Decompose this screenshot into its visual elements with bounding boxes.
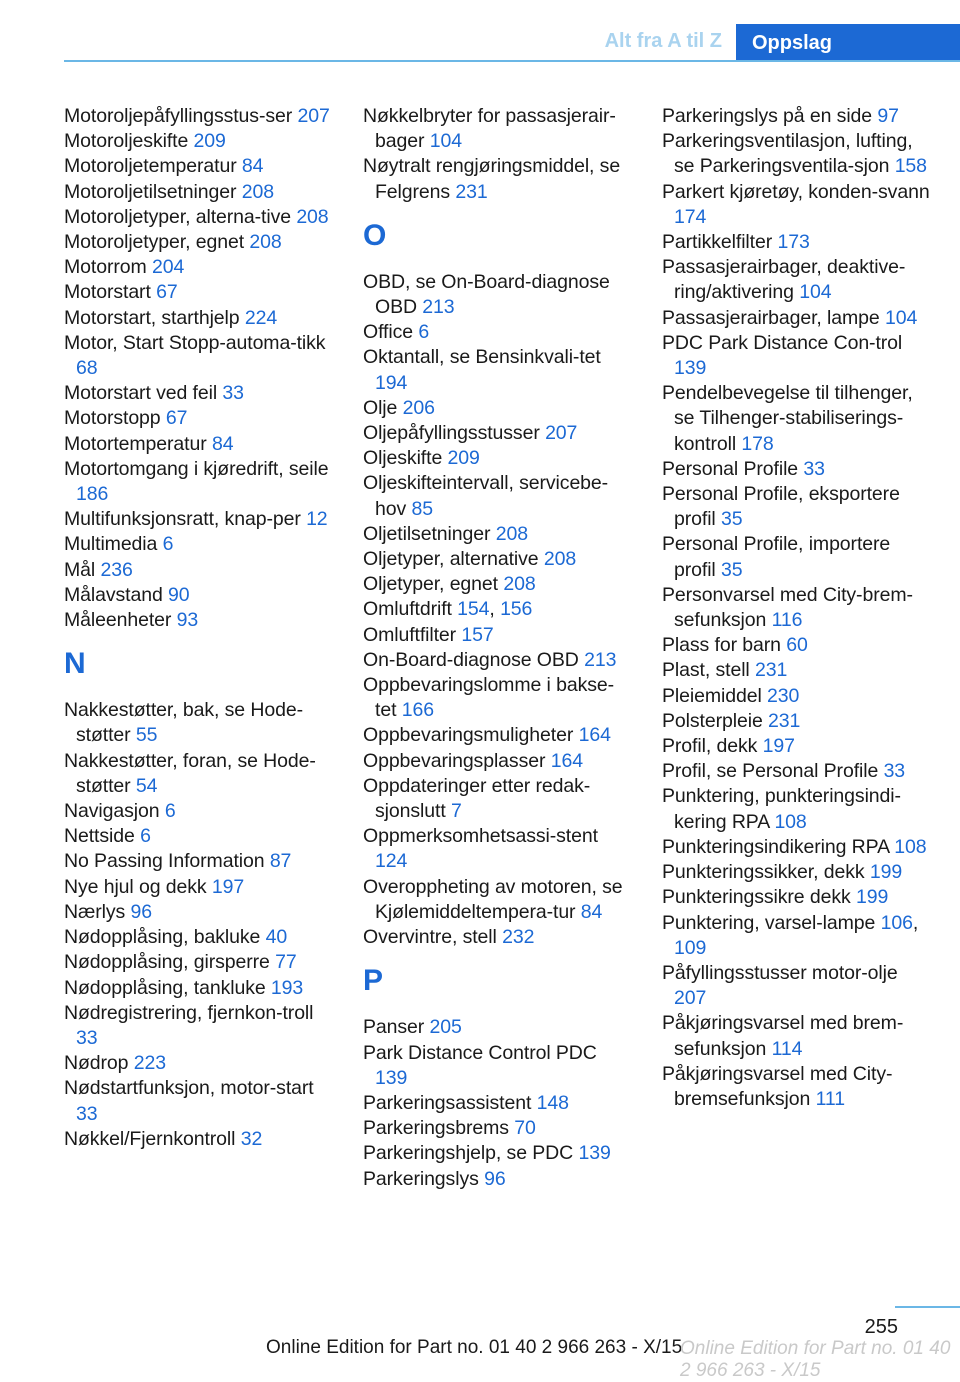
index-entry-text: Oktantall, se Bensinkvali-tet <box>363 346 601 369</box>
index-entry-text: Punktering, varsel-lampe <box>662 911 876 934</box>
page-link[interactable]: 231 <box>455 180 488 203</box>
page-link[interactable]: 84 <box>211 432 234 455</box>
index-entry-text: Motorstart <box>64 281 151 304</box>
index-entry-text: On-Board-diagnose OBD <box>363 648 579 671</box>
index-entry-text: Nye hjul og dekk <box>64 875 207 898</box>
index-entry-text: Oljetyper, alternative <box>363 548 539 571</box>
breadcrumb[interactable]: Alt fra A til Z <box>604 30 722 52</box>
index-entry <box>662 331 930 381</box>
index-entry <box>64 1001 332 1051</box>
page-link[interactable]: 204 <box>151 256 185 279</box>
index-entry <box>64 457 332 507</box>
index-entry <box>662 658 930 683</box>
page-link[interactable]: 164 <box>578 724 611 747</box>
index-entry <box>662 457 930 482</box>
index-entry <box>64 698 332 748</box>
page-link[interactable]: 96 <box>484 1167 506 1190</box>
page-link[interactable]: 96 <box>130 900 152 923</box>
index-entry-text: Målavstand <box>64 583 163 606</box>
page-link[interactable]: 33 <box>76 1026 98 1049</box>
index-entry <box>64 154 332 179</box>
page-link[interactable]: 114 <box>771 1037 803 1060</box>
index-entry-text: Motorstart ved feil <box>64 382 218 405</box>
index-entry <box>363 471 631 521</box>
page-link[interactable]: 230 <box>767 684 800 707</box>
index-entry <box>64 608 332 633</box>
index-entry <box>662 532 930 582</box>
index-entry-text: Office <box>363 321 413 344</box>
page-link[interactable]: 55 <box>135 724 158 747</box>
index-entry <box>363 673 631 723</box>
index-entry-text: Motorrom <box>64 256 147 279</box>
page-link[interactable]: 223 <box>133 1052 167 1075</box>
page-link[interactable]: 236 <box>100 558 133 581</box>
index-entry <box>363 648 631 673</box>
index-entry-text: OBD, se On-Board-diagnose OBD <box>363 270 610 319</box>
index-column-3 <box>662 104 930 1112</box>
index-entry-text: Nøytralt rengjøringsmiddel, se Felgrens <box>363 155 621 203</box>
index-entry-text: Motoroljeskifte <box>64 130 189 153</box>
index-entry <box>363 1091 631 1116</box>
index-entry <box>662 759 930 784</box>
index-column-1 <box>64 104 332 1152</box>
index-entry <box>662 784 930 834</box>
page-link[interactable]: 33 <box>883 760 906 783</box>
index-entry <box>363 320 631 345</box>
index-entry <box>662 583 930 633</box>
index-entry <box>64 381 332 406</box>
page-link[interactable]: 166 <box>401 699 434 722</box>
index-entry-text: Punkteringsindikering RPA <box>662 835 889 858</box>
index-entry-text: Punkteringssikker, dekk <box>662 861 865 884</box>
index-entry <box>662 835 930 860</box>
index-entry <box>64 799 332 824</box>
index-entry <box>64 583 332 608</box>
page-link[interactable]: 7 <box>450 800 462 823</box>
page-link[interactable]: 6 <box>418 321 430 344</box>
index-entry <box>64 950 332 975</box>
index-entry <box>64 230 332 255</box>
index-entry-text: Polsterpleie <box>662 709 763 732</box>
page-header <box>64 24 960 62</box>
page-link[interactable]: 197 <box>762 735 795 758</box>
index-entry-text: Oljetyper, egnet <box>363 573 498 596</box>
page-link[interactable]: 93 <box>176 609 199 632</box>
index-entry-text: Motorstopp <box>64 407 161 430</box>
index-entry-text: Parkeringsventilasjon, lufting, se Parkeringsventila-sjon <box>662 130 913 178</box>
index-entry-text: Parkert kjøretøy, konden-svann <box>662 180 930 203</box>
page-link[interactable]: 33 <box>222 382 244 405</box>
page-link[interactable]: 231 <box>755 659 788 682</box>
index-entry <box>662 381 930 457</box>
index-entry <box>363 925 631 950</box>
index-entry-text: Nødopplåsing, bakluke <box>64 926 261 949</box>
page-link[interactable]: 77 <box>275 951 297 974</box>
index-entry-text: Multimedia <box>64 533 158 556</box>
page-link[interactable]: 104 <box>884 306 918 329</box>
index-entry-text: Plast, stell <box>662 659 750 682</box>
index-entry-text: Motoroljetyper, alterna-tive <box>64 205 291 228</box>
index-entry-text: Påfyllingsstusser motor-olje <box>662 961 898 984</box>
page-link[interactable]: 156 <box>500 598 533 621</box>
index-entry-text: Nakkestøtter, bak, se Hode-støtter <box>64 699 303 747</box>
page-link[interactable]: 194 <box>375 371 408 394</box>
index-entry <box>64 976 332 1001</box>
index-entry <box>662 129 930 179</box>
index-entry-text: Oppbevaringsplasser <box>363 749 546 772</box>
index-entry-text: Omluftfilter <box>363 623 457 646</box>
index-entry-text: Personvarsel med City-brem-sefunksjon <box>662 583 913 632</box>
index-entry <box>64 129 332 154</box>
page-link[interactable]: 178 <box>741 432 774 455</box>
page-link[interactable]: 85 <box>411 497 433 520</box>
page-link[interactable]: 232 <box>502 926 535 949</box>
index-entry-text: Oljepåfyllingsstusser <box>363 422 540 445</box>
page-link[interactable]: 213 <box>584 648 617 671</box>
page-link[interactable]: 111 <box>815 1087 845 1110</box>
header-divider <box>64 60 960 62</box>
index-entry <box>64 925 332 950</box>
page-link[interactable]: 173 <box>777 231 810 254</box>
index-entry-text: Motortemperatur <box>64 432 207 455</box>
index-entry <box>662 482 930 532</box>
page-link[interactable]: 116 <box>771 609 803 632</box>
page-link[interactable]: 209 <box>193 130 226 153</box>
index-entry-text: Motortomgang i kjøredrift, seile <box>64 457 329 480</box>
index-entry: Punktering, varsel-lampe 106, 109 <box>662 911 919 959</box>
index-entry <box>662 1011 930 1061</box>
index-entry-text: Personal Profile, eksportere profil <box>662 483 900 531</box>
index-entry-text: Motorstart, starthjelp <box>64 306 240 329</box>
index-entry <box>662 180 930 230</box>
index-entry <box>64 306 332 331</box>
index-entry <box>363 104 631 154</box>
index-entry <box>662 1062 930 1112</box>
page-link[interactable]: 209 <box>447 447 480 470</box>
edition-note: Online Edition for Part no. 01 40 2 966 263 - X/15 <box>266 1337 683 1358</box>
index-entry <box>363 875 631 925</box>
index-entry-text: Nakkestøtter, foran, se Hode-støtter <box>64 749 316 797</box>
page-link[interactable]: 197 <box>211 875 245 898</box>
page-number: 255 <box>864 1316 898 1338</box>
page-link[interactable]: 193 <box>270 976 304 999</box>
index-entry <box>64 875 332 900</box>
index-entry-text: Nødopplåsing, tankluke <box>64 976 266 999</box>
index-entry <box>363 1167 631 1192</box>
index-entry-text: Parkeringshjelp, se PDC <box>363 1142 574 1165</box>
index-entry-text: Punkteringssikre dekk <box>662 886 851 909</box>
page-link[interactable]: 33 <box>76 1102 98 1125</box>
page-link[interactable]: 40 <box>265 926 288 949</box>
index-entry <box>662 734 930 759</box>
index-entry-text: Parkeringsassistent <box>363 1091 532 1114</box>
index-entry <box>662 104 930 129</box>
page-link[interactable]: 139 <box>578 1142 611 1165</box>
page-link[interactable]: 84 <box>580 900 603 923</box>
index-letter-heading: P <box>363 964 384 998</box>
index-entry-text: Nødopplåsing, girsperre <box>64 951 270 974</box>
page-link[interactable]: 108 <box>894 835 927 858</box>
index-entry-text: Pendelbevegelse til tilhenger, se Tilhenger-stabiliserings-kontroll <box>662 382 913 455</box>
page-link[interactable]: 6 <box>140 825 151 848</box>
index-entry-text: No Passing Information <box>64 850 265 873</box>
index-entry <box>662 306 930 331</box>
index-entry-text: Nødstartfunksjon, motor-start <box>64 1077 314 1100</box>
index-entry <box>64 331 332 381</box>
index-entry <box>363 623 631 648</box>
index-entry-text: Oljeskifteintervall, servicebe-hov <box>363 472 609 520</box>
page-link[interactable]: 148 <box>536 1091 569 1114</box>
index-entry-text: Oljeskifte <box>363 447 443 470</box>
index-entry-text: Multifunksjonsratt, knap-per <box>64 508 301 531</box>
page-link[interactable]: 67 <box>156 281 178 304</box>
page-link[interactable]: 139 <box>674 357 707 380</box>
page-link[interactable]: 224 <box>244 306 278 329</box>
index-entry-text: Nøkkel/Fjernkontroll <box>64 1127 236 1150</box>
index-entry-text: Motor, Start Stopp-automa-tikk <box>64 331 326 354</box>
page-link[interactable]: 109 <box>674 936 707 959</box>
index-entry <box>64 1127 332 1152</box>
index-entry <box>64 749 332 799</box>
index-entry-text: Passasjerairbager, lampe <box>662 306 880 329</box>
index-entry <box>64 104 332 129</box>
index-entry-text: Olje <box>363 396 398 419</box>
page-link[interactable]: 208 <box>296 205 329 228</box>
index-column-2 <box>363 104 631 1192</box>
index-entry-text: Overvintre, stell <box>363 926 497 949</box>
index-entry <box>662 684 930 709</box>
index-entry-text: Oppbevaringslomme i bakse-tet <box>363 674 615 722</box>
page-link[interactable]: 206 <box>402 396 435 419</box>
page-link[interactable]: 124 <box>375 850 408 873</box>
index-entry <box>64 255 332 280</box>
index-entry-text: Personal Profile <box>662 457 799 480</box>
index-entry <box>64 824 332 849</box>
index-entry <box>662 860 930 885</box>
index-entry: Omluftdrift 154, 156 <box>363 598 533 621</box>
page-link[interactable]: 68 <box>76 357 98 380</box>
index-entry-text: Påkjøringsvarsel med City-bremsefunksjon <box>662 1062 893 1110</box>
index-entry <box>363 1041 631 1091</box>
index-entry-text: Profil, se Personal Profile <box>662 760 879 783</box>
index-entry-text: Måleenheter <box>64 609 172 632</box>
index-entry <box>363 522 631 547</box>
page-link[interactable]: 84 <box>241 155 264 178</box>
index-entry <box>363 396 631 421</box>
index-entry-text: Påkjøringsvarsel med brem-sefunksjon <box>662 1012 904 1060</box>
index-entry <box>64 180 332 205</box>
page-link[interactable]: 108 <box>774 810 807 833</box>
page-link[interactable]: 199 <box>869 861 903 884</box>
page-link[interactable]: 6 <box>162 533 174 556</box>
index-entry-text: Parkeringslys på en side <box>662 105 873 127</box>
index-entry-text: Passasjerairbager, deaktive-ring/aktivering <box>662 256 906 304</box>
page-link[interactable]: 186 <box>76 483 109 506</box>
page-link[interactable]: 213 <box>422 296 455 319</box>
index-entry <box>64 280 332 305</box>
index-entry-text: Nødrop <box>64 1052 129 1075</box>
index-entry <box>363 421 631 446</box>
page-link[interactable]: 67 <box>165 407 188 430</box>
index-entry <box>64 532 332 557</box>
index-entry <box>64 900 332 925</box>
page-link[interactable]: 207 <box>545 422 578 445</box>
index-entry-text: Omluftdrift <box>363 598 452 621</box>
page-link[interactable]: 158 <box>894 155 927 178</box>
index-letter-heading: N <box>64 647 86 681</box>
section-tab[interactable]: Oppslag <box>736 24 960 62</box>
page-link[interactable]: 70 <box>514 1117 536 1140</box>
index-entry <box>64 1051 332 1076</box>
index-entry-text: Nærlys <box>64 900 126 923</box>
watermark: Online Edition for Part no. 01 40 2 966 263 - X/15 <box>680 1338 951 1381</box>
page-link[interactable]: 208 <box>495 522 528 545</box>
index-entry-text: Motoroljepåfyllingsstus-ser <box>64 105 293 127</box>
index-entry-text: Partikkelfilter <box>662 231 773 254</box>
page-link[interactable]: 33 <box>803 457 825 480</box>
index-entry <box>64 507 332 532</box>
page-link[interactable]: 32 <box>240 1127 263 1150</box>
page-link[interactable]: 157 <box>461 623 494 646</box>
index-entry <box>64 406 332 431</box>
index-entry <box>363 345 631 395</box>
index-entry-text: Plass for barn <box>662 634 781 657</box>
index-entry-text: Oljetilsetninger <box>363 522 491 545</box>
page-link[interactable]: 207 <box>674 987 707 1010</box>
page-link[interactable]: 12 <box>306 508 328 531</box>
index-entry <box>64 1076 332 1126</box>
page-link[interactable]: 154 <box>457 598 490 621</box>
page-link[interactable]: 164 <box>550 749 583 772</box>
index-entry <box>363 1015 631 1040</box>
page-link[interactable]: 106 <box>880 911 913 934</box>
page-link[interactable]: 139 <box>375 1066 408 1089</box>
page-link[interactable]: 35 <box>721 558 743 581</box>
index-entry-text: Parkeringslys <box>363 1167 479 1190</box>
page-link[interactable]: 231 <box>768 709 801 732</box>
index-entry <box>662 709 930 734</box>
index-entry-text: Nettside <box>64 825 135 848</box>
page-link[interactable]: 199 <box>855 886 889 909</box>
index-entry-text: Motoroljetilsetninger <box>64 180 237 203</box>
index-entry <box>363 572 631 597</box>
index-entry-text: Oppbevaringsmuligheter <box>363 724 574 747</box>
index-entry <box>363 824 631 874</box>
index-entry-text: Mål <box>64 558 96 581</box>
index-letter-heading: O <box>363 218 387 252</box>
index-entry-text: Park Distance Control PDC <box>363 1041 597 1064</box>
index-entry <box>363 154 631 204</box>
index-entry <box>363 723 631 748</box>
index-entry <box>363 446 631 471</box>
page-link[interactable]: 208 <box>543 548 577 571</box>
index-entry <box>662 633 930 658</box>
page-link[interactable]: 104 <box>429 130 462 153</box>
page-link[interactable]: 87 <box>269 850 292 873</box>
index-entry-text: Nødregistrering, fjernkon-troll <box>64 1001 314 1024</box>
index-entry-text: Navigasjon <box>64 800 160 823</box>
index-entry-text: Profil, dekk <box>662 735 758 758</box>
page-link[interactable]: 208 <box>503 573 536 596</box>
index-entry-text: Panser <box>363 1016 425 1039</box>
index-entry-text: Motoroljetemperatur <box>64 155 237 178</box>
index-entry-text: Personal Profile, importere profil <box>662 533 891 581</box>
index-entry <box>363 1141 631 1166</box>
index-entry <box>64 205 332 230</box>
index-entry <box>64 558 332 583</box>
page-link[interactable]: 174 <box>674 205 707 228</box>
page-link[interactable]: 6 <box>164 800 176 823</box>
page-link[interactable]: 208 <box>249 231 282 254</box>
page-link[interactable]: 35 <box>721 508 743 531</box>
index-entry-text: Parkeringsbrems <box>363 1117 509 1140</box>
page-link[interactable]: 97 <box>877 105 899 127</box>
footer-divider <box>895 1306 960 1308</box>
index-entry-text: Motoroljetyper, egnet <box>64 231 245 254</box>
index-entry <box>662 230 930 255</box>
index-entry-text: Oppdateringer etter redak-sjonslutt <box>363 774 591 823</box>
index-entry <box>662 255 930 305</box>
page-link[interactable]: 54 <box>135 774 158 797</box>
index-entry <box>64 849 332 874</box>
index-entry <box>64 432 332 457</box>
index-entry <box>363 749 631 774</box>
index-entry-text: Punktering, punkteringsindi-kering RPA <box>662 785 901 833</box>
index-entry <box>662 961 930 1011</box>
index-entry-text: Overoppheting av motoren, se Kjølemiddeltempera-tur <box>363 875 623 923</box>
page-link[interactable]: 60 <box>786 634 808 657</box>
index-entry-text: Nøkkelbryter for passasjerair-bager <box>363 105 616 153</box>
page-link[interactable]: 104 <box>799 281 832 304</box>
page-link[interactable]: 90 <box>168 583 190 606</box>
index-entry-text: Pleiemiddel <box>662 684 762 707</box>
index-entry <box>363 270 631 320</box>
index-entry <box>363 774 631 824</box>
page-link[interactable]: 205 <box>429 1016 462 1039</box>
index-entry <box>662 885 930 910</box>
index-entry-text: PDC Park Distance Con-trol <box>662 331 903 354</box>
index-entry-text: Oppmerksomhetsassi-stent <box>363 825 598 848</box>
page-link[interactable]: 208 <box>241 180 274 203</box>
index-entry <box>363 1116 631 1141</box>
index-entry <box>363 547 631 572</box>
page-link[interactable]: 207 <box>297 105 330 127</box>
